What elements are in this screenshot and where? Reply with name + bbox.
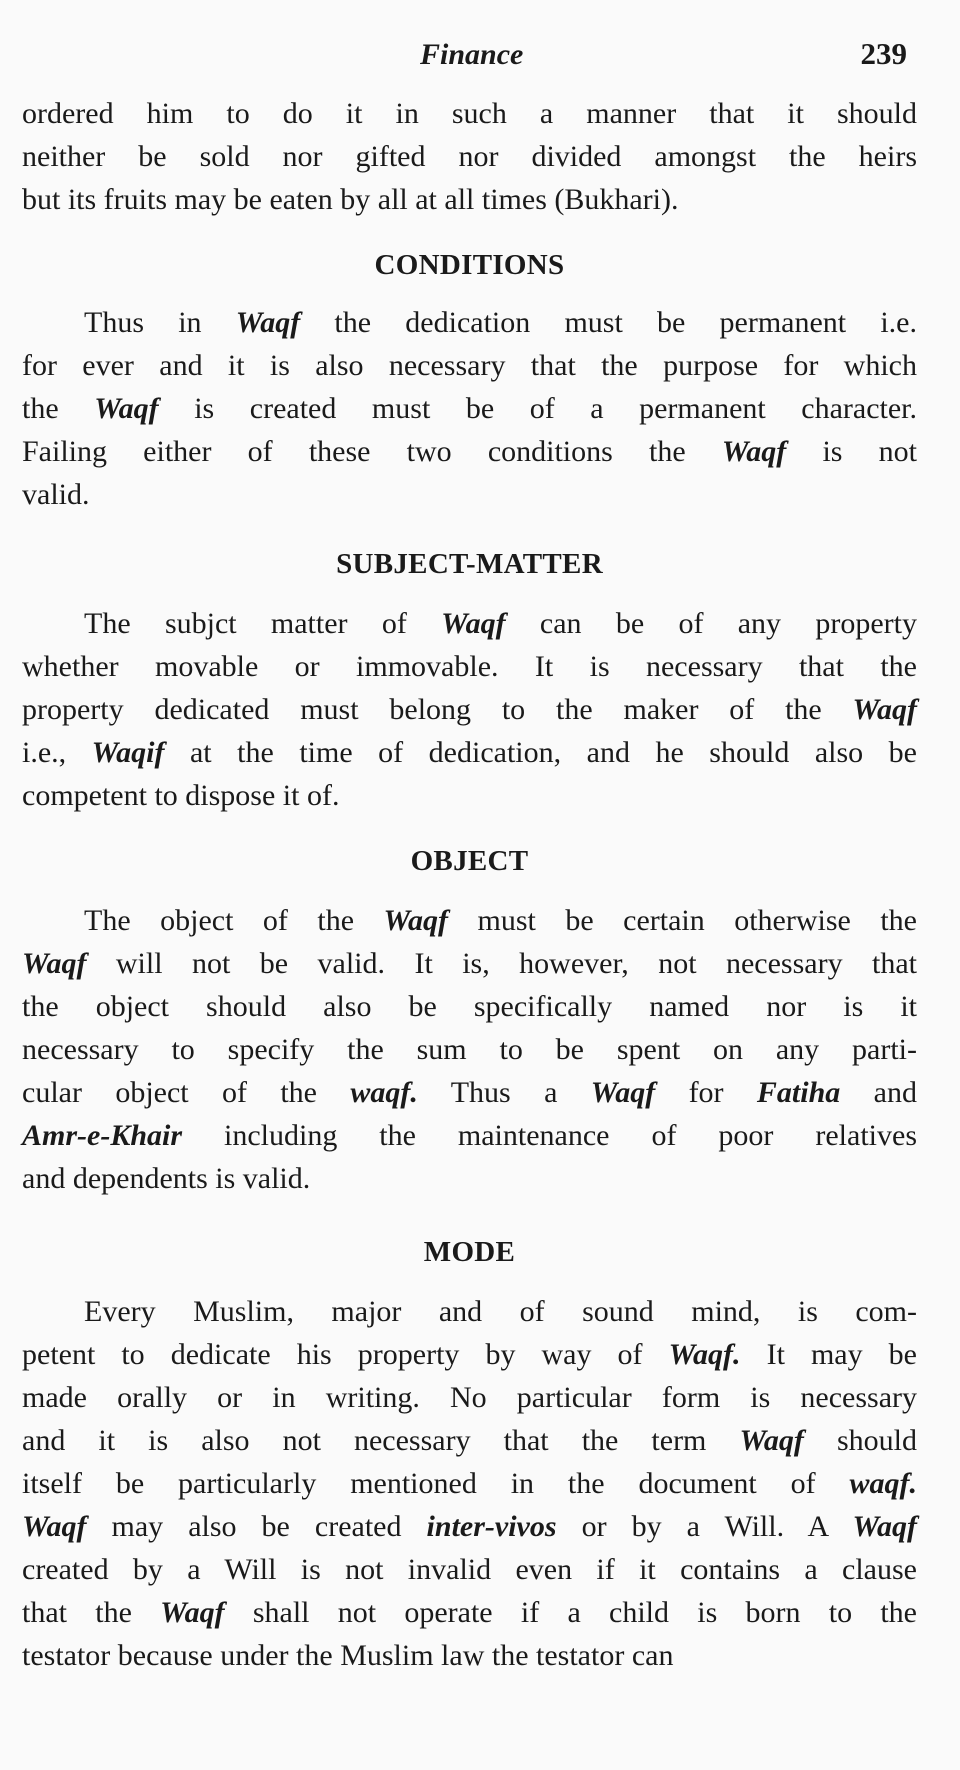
body-line [22, 602, 917, 645]
italic-term: Waqf [739, 1424, 804, 1457]
text-run: Failing either of these two conditions the [22, 435, 722, 468]
body-line [22, 430, 917, 473]
text-run: Thus a [417, 1076, 591, 1109]
text-run: valid. [22, 478, 90, 511]
heading-conditions: CONDITIONS [374, 249, 565, 281]
italic-term: inter-vivos [426, 1510, 557, 1543]
body-line [22, 942, 917, 985]
italic-term: Waqf [441, 607, 506, 640]
italic-term: Waqf [22, 947, 87, 980]
italic-term: Waqf. [668, 1338, 741, 1371]
body-line [22, 1114, 917, 1157]
body-line [22, 688, 917, 731]
body-line [22, 387, 917, 430]
italic-term: Amr-e-Khair [22, 1119, 183, 1152]
text-run: Every Muslim, major and of sound mind, is com- [84, 1295, 917, 1328]
italic-term: Waqf [721, 435, 787, 468]
body-line: but its fruits may be eaten by all at all times (Bukhari). [22, 183, 679, 216]
text-run: at the time of dedication, and he should also be [164, 736, 917, 769]
body-line [22, 473, 917, 516]
mode-paragraph [22, 1290, 917, 1677]
text-run: and [840, 1076, 917, 1109]
body-line [22, 1290, 917, 1333]
text-run: can be of any property [505, 607, 917, 640]
text-run: testator because under the Muslim law the testator can [22, 1639, 674, 1672]
body-line [22, 1634, 917, 1677]
text-run: that the [22, 1596, 161, 1629]
italic-term: Waqf [590, 1076, 656, 1109]
body-line [22, 1157, 917, 1200]
body-line [22, 301, 917, 344]
text-run: cular object of the [22, 1076, 351, 1109]
text-run: It may be [740, 1338, 917, 1371]
heading-object: OBJECT [410, 845, 529, 877]
body-line [22, 1071, 917, 1114]
italic-term: Waqf [852, 1510, 917, 1543]
body-line: neither be sold nor gifted nor divided amongst the heirs [22, 140, 917, 173]
body-line [22, 774, 917, 817]
body-line [22, 899, 917, 942]
text-run: should [803, 1424, 917, 1457]
italic-term: Waqf [235, 306, 301, 339]
text-run: created by a Will is not invalid even if it contains a clause [22, 1553, 917, 1586]
body-line [22, 1548, 917, 1591]
running-header [22, 30, 917, 80]
text-run: The subjct matter of [84, 607, 442, 640]
text-run: is not [786, 435, 917, 468]
text-run: i.e., [22, 736, 92, 769]
subject-matter-paragraph [22, 602, 917, 817]
text-run: property dedicated must belong to the maker of the [22, 693, 853, 726]
page-number: 239 [860, 36, 907, 71]
text-run: will not be valid. It is, however, not necessary that [86, 947, 917, 980]
body-line [22, 1462, 917, 1505]
body-line: ordered him to do it in such a manner that it should [22, 97, 917, 130]
heading-mode: MODE [423, 1236, 516, 1268]
italic-term: waqf. [350, 1076, 418, 1109]
text-run: and dependents is valid. [22, 1162, 311, 1195]
body-line [22, 1419, 917, 1462]
italic-term: Waqf [852, 693, 917, 726]
running-title: Finance [420, 38, 524, 71]
text-run: necessary to specify the sum to be spent on any parti- [22, 1033, 917, 1066]
italic-term: Waqf [94, 392, 159, 425]
text-run: shall not operate if a child is born to the [224, 1596, 917, 1629]
text-run: Thus in [84, 306, 236, 339]
text-run: the [22, 392, 95, 425]
text-run: including the maintenance of poor relatives [182, 1119, 917, 1152]
body-line [22, 344, 917, 387]
book-page [22, 30, 917, 1677]
body-line [22, 985, 917, 1028]
text-run: whether movable or immovable. It is necessary that the [22, 650, 917, 683]
body-line [22, 1505, 917, 1548]
body-line [22, 1376, 917, 1419]
object-paragraph [22, 899, 917, 1200]
text-run: is created must be of a permanent character. [158, 392, 918, 425]
intro-paragraph [22, 92, 917, 221]
italic-term: Waqf [383, 904, 448, 937]
body-line [22, 731, 917, 774]
italic-term: Waqf [22, 1510, 87, 1543]
body-line [22, 1591, 917, 1634]
text-run: may also be created [86, 1510, 427, 1543]
text-run: the dedication must be permanent i.e. [300, 306, 917, 339]
text-run: competent to dispose it of. [22, 779, 340, 812]
text-run: and it is also not necessary that the term [22, 1424, 740, 1457]
italic-term: Waqif [91, 736, 165, 769]
heading-subject-matter: SUBJECT-MATTER [336, 548, 603, 580]
body-line [22, 1333, 917, 1376]
body-line [22, 1028, 917, 1071]
text-run: itself be particularly mentioned in the document of [22, 1467, 850, 1500]
text-run: the object should also be specifically named nor is it [22, 990, 917, 1023]
text-run: for [655, 1076, 757, 1109]
body-line [22, 645, 917, 688]
italic-term: Fatiha [756, 1076, 841, 1109]
text-run: The object of the [84, 904, 384, 937]
text-run: or by a Will. A [556, 1510, 853, 1543]
italic-term: waqf. [849, 1467, 917, 1500]
text-run: must be certain otherwise the [448, 904, 917, 937]
text-run: made orally or in writing. No particular form is necessary [22, 1381, 917, 1414]
text-run: for ever and it is also necessary that the purpose for which [22, 349, 917, 382]
italic-term: Waqf [160, 1596, 225, 1629]
text-run: petent to dedicate his property by way of [22, 1338, 669, 1371]
conditions-paragraph [22, 301, 917, 516]
